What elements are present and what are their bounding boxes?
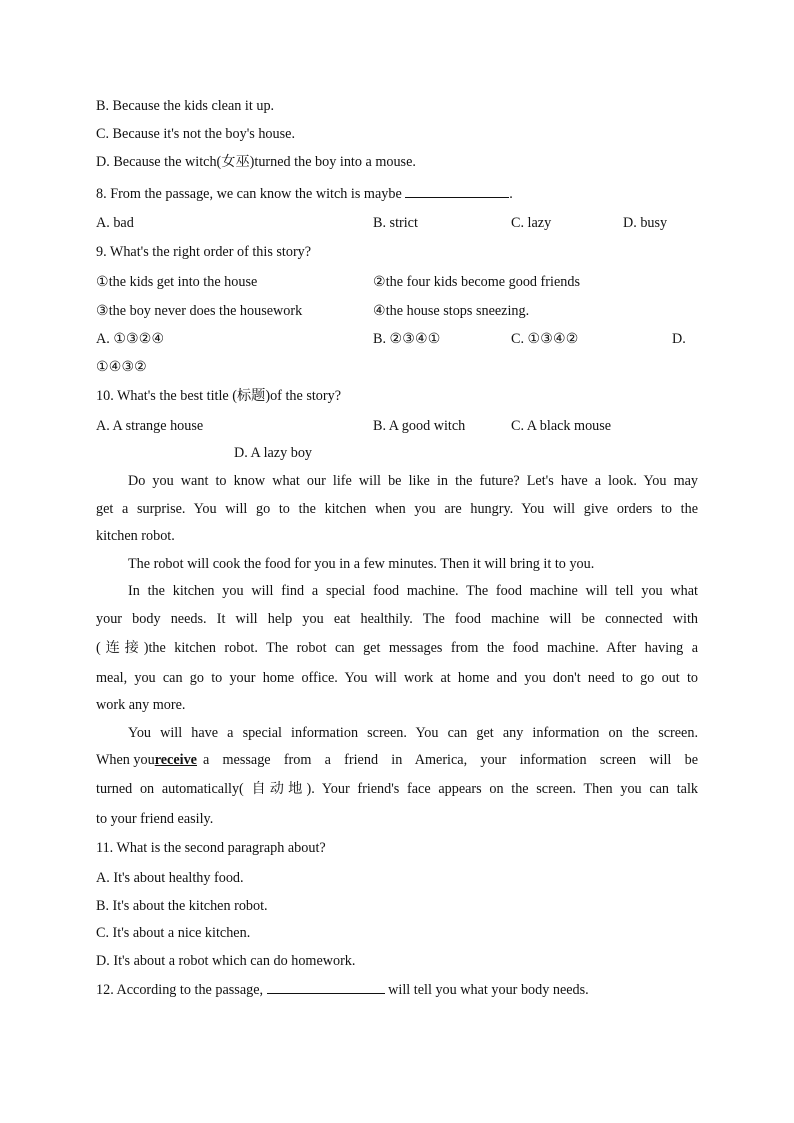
q8-option-b: B. strict — [373, 215, 418, 231]
q9-option-d-label: D. — [672, 331, 686, 347]
q8-stem — [96, 185, 513, 203]
q8-option-d: D. busy — [623, 215, 668, 231]
q7-option-c: C. Because it's not the boy's house. — [96, 126, 295, 142]
q10-option-d: D. A lazy boy — [234, 445, 313, 461]
passage-p3-line-5: work any more. — [96, 697, 186, 713]
q11-option-d: D. It's about a robot which can do homework. — [96, 953, 356, 969]
passage-p1-line-3: kitchen robot. — [96, 528, 175, 544]
keyword-receive: receive — [154, 752, 197, 768]
q8-answer-blank[interactable] — [405, 185, 509, 198]
passage-p1-line-1: Do you want to know what our life will be like in the future? Let's have a look. You may — [128, 473, 698, 489]
q9-option-d-value: ①④③② — [96, 359, 147, 375]
q11-option-a: A. It's about healthy food. — [96, 870, 244, 886]
q10-option-c: C. A black mouse — [511, 418, 612, 434]
q9-option-a: A. ①③②④ — [96, 331, 165, 347]
q9-option-c: C. ①③④② — [511, 331, 579, 347]
q8-option-c: C. lazy — [511, 215, 552, 231]
q12-answer-blank[interactable] — [267, 981, 385, 994]
q9-item-3: ③the boy never does the housework — [96, 303, 303, 319]
passage-p3-line-2: your body needs. It will help you eat healthily. The food machine will be connected with — [96, 611, 698, 627]
q12-stem-end: will tell you what your body needs. — [388, 982, 589, 998]
passage-p4-line-4: to your friend easily. — [96, 811, 214, 827]
q11-option-c: C. It's about a nice kitchen. — [96, 925, 251, 941]
q10-option-b: B. A good witch — [373, 418, 466, 434]
q11-stem: 11. What is the second paragraph about? — [96, 840, 326, 856]
q9-item-4: ④the house stops sneezing. — [373, 303, 530, 319]
passage-p4-line-1: You will have a special information screen. You can get any information on the screen. — [128, 725, 698, 741]
q9-item-2: ②the four kids become good friends — [373, 274, 580, 290]
q9-option-b: B. ②③④① — [373, 331, 441, 347]
q9-item-1: ①the kids get into the house — [96, 274, 258, 290]
passage-p4-line-2 — [96, 751, 698, 769]
passage-p3-line-4: meal, you can go to your home office. You will work at home and you don't need to go out to — [96, 670, 698, 686]
q10-option-a: A. A strange house — [96, 418, 204, 434]
q8-stem-text: 8. From the passage, we can know the witch is maybe — [96, 186, 402, 202]
passage-p2-line-1: The robot will cook the food for you in a few minutes. Then it will bring it to you. — [128, 556, 595, 572]
q7-option-d: D. Because the witch(女巫)turned the boy into a mouse. — [96, 154, 416, 170]
q12-stem — [96, 981, 589, 999]
q8-stem-end: . — [509, 186, 513, 202]
q10-stem: 10. What's the best title (标题)of the story? — [96, 388, 342, 404]
q11-option-b: B. It's about the kitchen robot. — [96, 898, 268, 914]
q12-stem-text: 12. According to the passage, — [96, 982, 264, 998]
q8-option-a: A. bad — [96, 215, 134, 231]
q9-stem: 9. What's the right order of this story? — [96, 244, 312, 260]
passage-p3-line-3: (连接)the kitchen robot. The robot can get messages from the food machine. After having a — [96, 640, 698, 656]
passage-p1-line-2: get a surprise. You will go to the kitchen when you are hungry. You will give orders to the — [96, 501, 698, 517]
passage-p4-line-2-start: When you — [96, 752, 155, 768]
passage-p4-line-2-end: a message from a friend in America, your information screen will be — [202, 752, 698, 768]
passage-p4-line-3: turned on automatically( 自动地). Your friend's face appears on the screen. Then you can talk — [96, 781, 698, 797]
q7-option-b: B. Because the kids clean it up. — [96, 98, 275, 114]
passage-p3-line-1: In the kitchen you will find a special food machine. The food machine will tell you what — [128, 583, 698, 599]
